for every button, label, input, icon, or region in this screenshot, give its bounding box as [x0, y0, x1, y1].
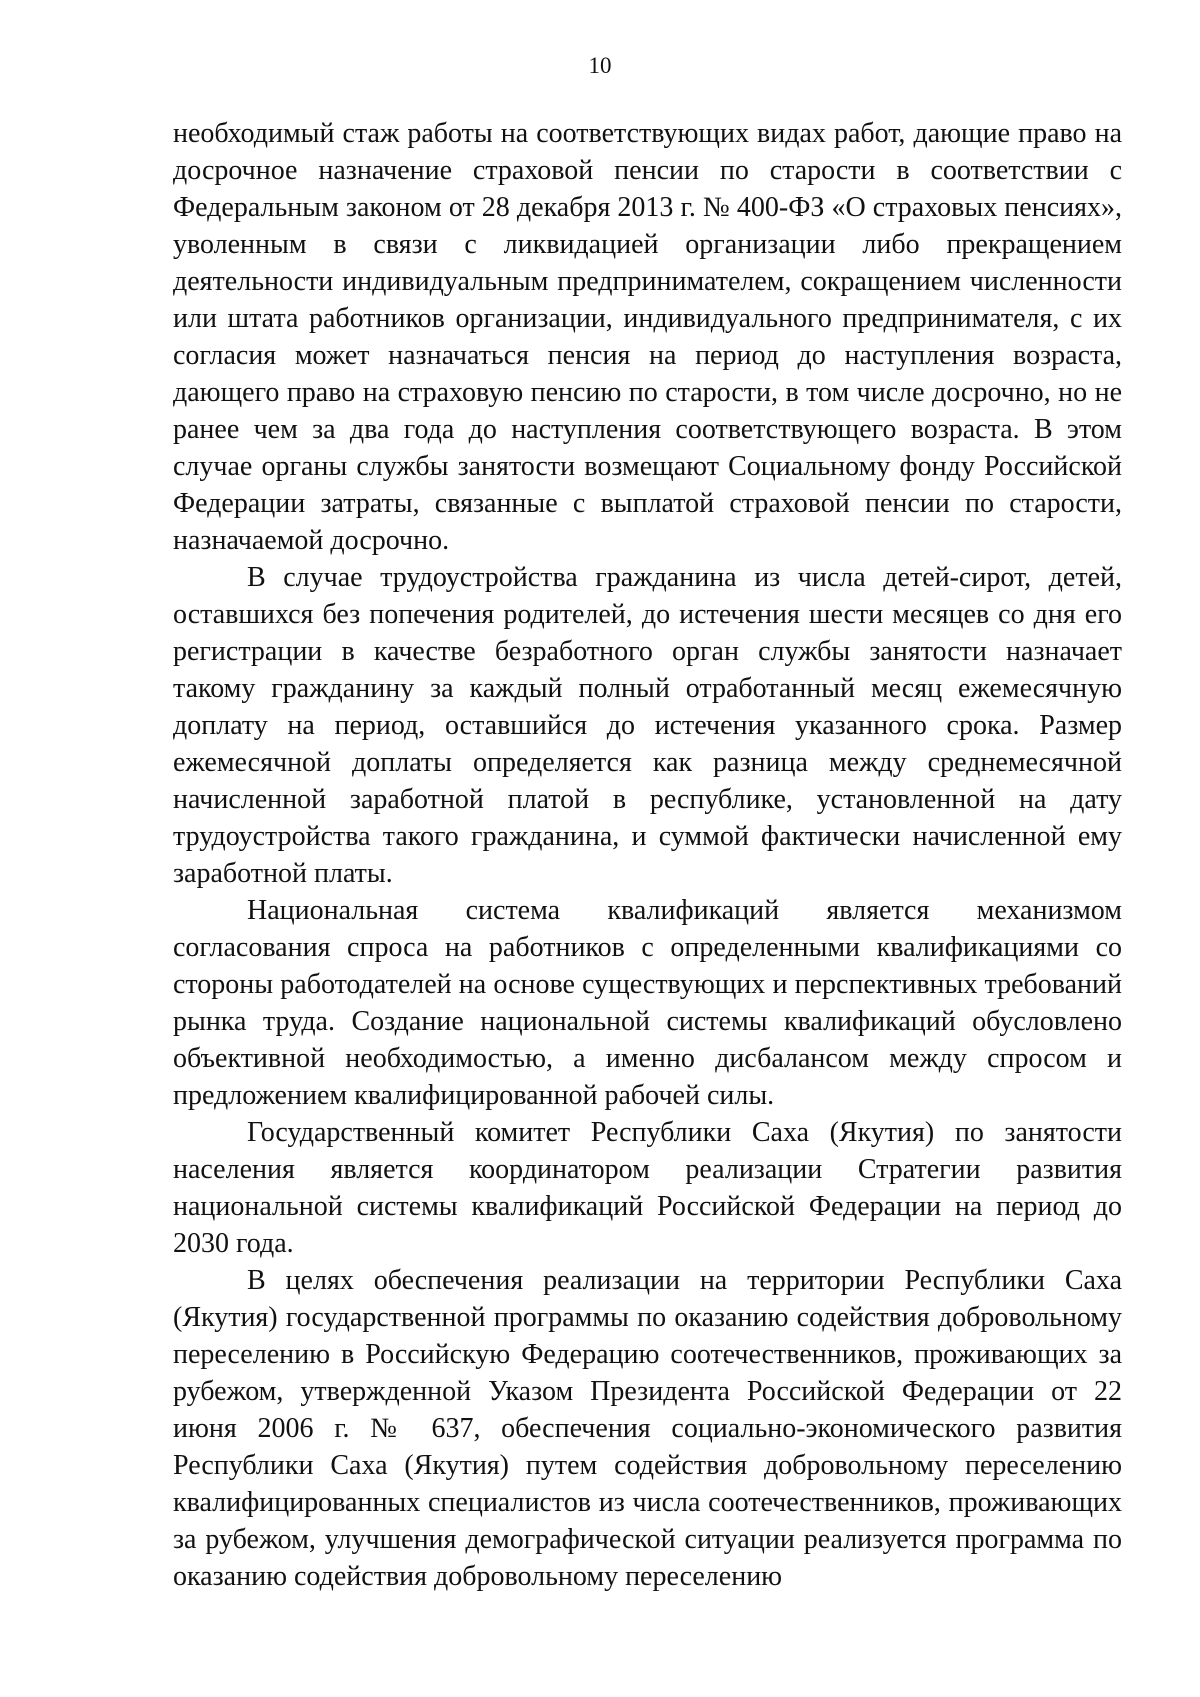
paragraph-4: Государственный комитет Республики Саха (Якутия) по занятости населения является координатором реализации Стратегии развития национальной системы квалификаций Российской Федерации на период до 2030 года.	[173, 1117, 1122, 1259]
paragraph-3: Национальная система квалификаций является механизмом согласования спроса на работников с определенными квалификациями со стороны работодателей на основе существующих и перспективных требований рынка труда. Создание национальной системы квалификаций обусловлено объективной необходимостью, а именно дисбалансом между спросом и предложением квалифицированной рабочей силы.	[173, 895, 1122, 1111]
paragraph-2: В случае трудоустройства гражданина из числа детей-сирот, детей, оставшихся без попечения родителей, до истечения шести месяцев со дня его регистрации в качестве безработного орган службы занятости назначает такому гражданину за каждый полный отработанный месяц ежемесячную доплату на период, оставшийся до истечения указанного срока. Размер ежемесячной доплаты определяется как разница между среднемесячной начисленной заработной платой в республике, установленной на дату трудоустройства такого гражданина, и суммой фактически начисленной ему заработной платы.	[173, 562, 1122, 889]
paragraph-1: необходимый стаж работы на соответствующих видах работ, дающие право на досрочное назначение страховой пенсии по старости в соответствии с Федеральным законом от 28 декабря 2013 г. № 400-ФЗ «О страховых пенсиях», уволенным в связи с ликвидацией организации либо прекращением деятельности индивидуальным предпринимателем, сокращением численности или штата работников организации, индивидуального предпринимателя, с их согласия может назначаться пенсия на период до наступления возраста, дающего право на страховую пенсию по старости, в том числе досрочно, но не ранее чем за два года до наступления соответствующего возраста. В этом случае органы службы занятости возмещают Социальному фонду Российской Федерации затраты, связанные с выплатой страховой пенсии по старости, назначаемой досрочно.	[173, 118, 1122, 556]
paragraph-5: В целях обеспечения реализации на территории Республики Саха (Якутия) государственной программы по оказанию содействия добровольному переселению в Российскую Федерацию соотечественников, проживающих за рубежом, утвержденной Указом Президента Российской Федерации от 22 июня 2006 г. № 637, обеспечения социально-экономического развития Республики Саха (Якутия) путем содействия добровольному переселению квалифицированных специалистов из числа соотечественников, проживающих за рубежом, улучшения демографической ситуации реализуется программа по оказанию содействия добровольному переселению	[173, 1265, 1122, 1592]
page-number: 10	[588, 53, 612, 78]
document-body	[173, 115, 1122, 1595]
